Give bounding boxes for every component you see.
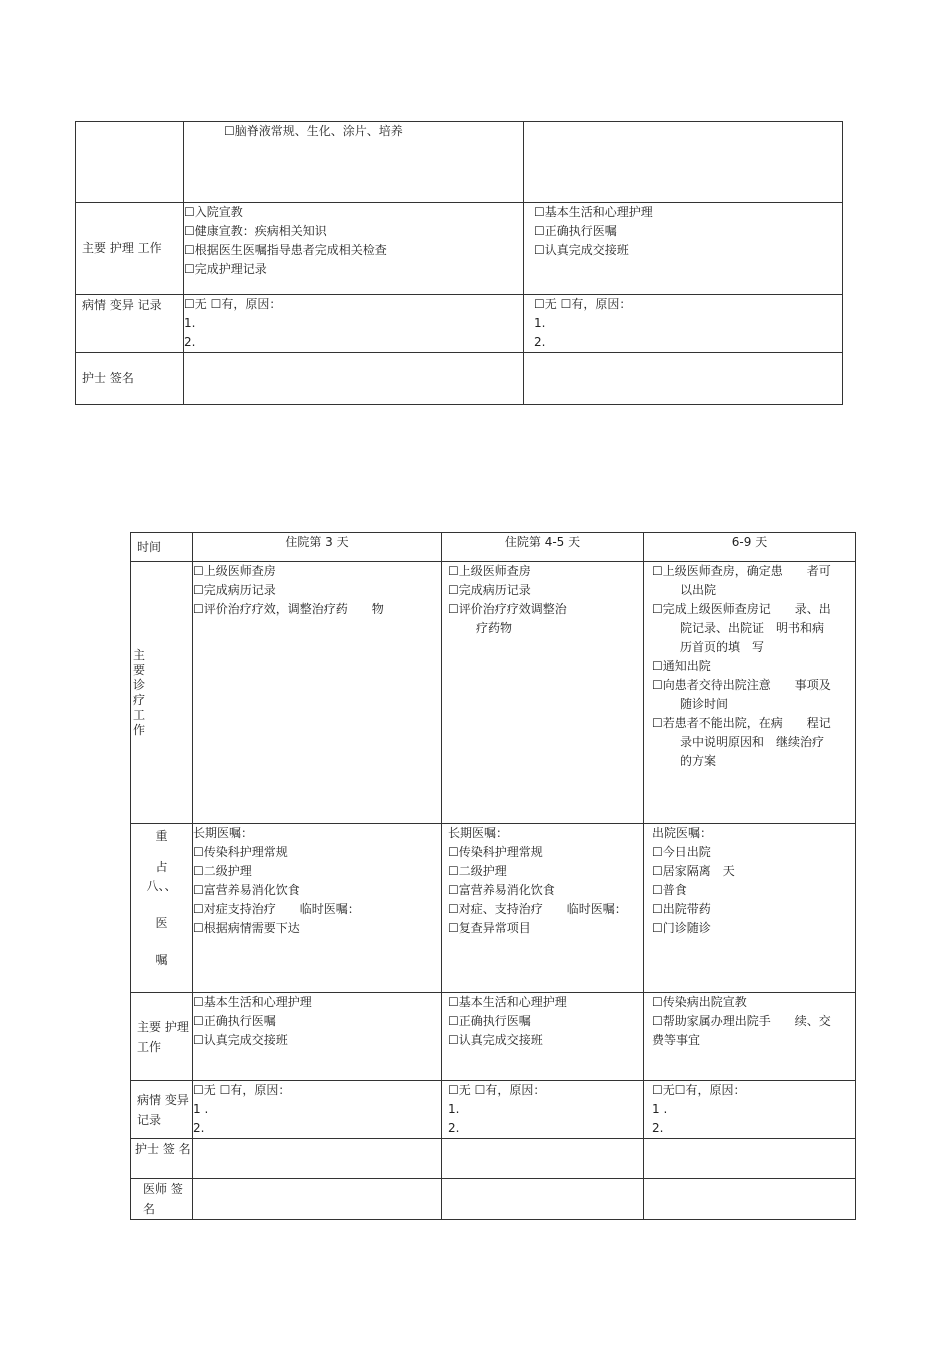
variation-item-1: 1. — [534, 316, 546, 330]
check-item[interactable]: ☐完成病历记录 — [448, 583, 531, 597]
header-day6-9: 6-9 天 — [644, 533, 856, 562]
nurse-sign-field-2[interactable] — [524, 353, 843, 405]
tests-cell-empty — [524, 122, 843, 203]
check-item[interactable]: ☐认真完成交接班 — [193, 1033, 288, 1047]
check-item[interactable]: ☐二级护理 — [448, 864, 507, 878]
nurse-sign-field-2[interactable] — [442, 1139, 644, 1179]
check-item[interactable]: ☐上级医师查房 — [448, 564, 531, 578]
label-char: 重 — [155, 829, 168, 843]
nurse-sign-row — [131, 1139, 856, 1179]
variation-label: 病情 变异 记录 — [76, 295, 184, 353]
diagnosis-cell-2 — [442, 562, 644, 824]
orders-label — [131, 824, 193, 993]
variation-check[interactable]: ☐无 ☐有，原因： — [448, 1083, 546, 1097]
variation-check[interactable]: ☐无☐有，原因： — [652, 1083, 746, 1097]
nurse-sign-field-1[interactable] — [193, 1139, 442, 1179]
check-item[interactable]: ☐今日出院 — [652, 845, 711, 859]
variation-item-1: 1 . — [193, 1102, 209, 1116]
header-time: 时间 — [131, 533, 193, 562]
label-char: 八、、 — [146, 879, 177, 893]
nursing-label: 主要 护理 工作 — [131, 993, 193, 1081]
check-item[interactable]: ☐对症、支持治疗 临时医嘱： — [448, 902, 627, 916]
check-item-continued: 院记录、出院证 明书和病 — [680, 621, 825, 635]
doctor-sign-field-3[interactable] — [644, 1179, 856, 1220]
check-item[interactable]: ☐认真完成交接班 — [448, 1033, 543, 1047]
check-item[interactable]: ☐通知出院 — [652, 659, 711, 673]
check-item-continued: 随诊时间 — [680, 697, 729, 711]
variation-check[interactable]: ☐无 ☐有，原因： — [193, 1083, 291, 1097]
check-item[interactable]: ☐传染科护理常规 — [193, 845, 288, 859]
check-item[interactable]: ☐健康宣教：疾病相关知识 — [184, 224, 327, 238]
label-char: 作 — [133, 722, 146, 737]
check-item[interactable]: ☐向患者交待出院注意 事项及 — [652, 678, 831, 692]
check-item[interactable]: ☐评价治疗疗效调整治 — [448, 602, 567, 616]
check-item-continued: 疗药物 — [476, 621, 513, 635]
check-item[interactable]: ☐脑脊液常规、生化、涂片、培养 — [224, 124, 403, 138]
check-item[interactable]: ☐富营养易消化饮食 — [448, 883, 555, 897]
variation-item-1: 1 . — [652, 1102, 668, 1116]
variation-check[interactable]: ☐无 ☐有，原因： — [184, 297, 282, 311]
nursing-row — [76, 203, 843, 295]
nurse-sign-field-3[interactable] — [644, 1139, 856, 1179]
orders-row — [131, 824, 856, 993]
diagnosis-cell-3 — [644, 562, 856, 824]
check-item[interactable]: ☐根据医生医嘱指导患者完成相关检查 — [184, 243, 387, 257]
variation-cell-1 — [193, 1081, 442, 1139]
orders-cell-2 — [442, 824, 644, 993]
check-item[interactable]: ☐认真完成交接班 — [534, 243, 629, 257]
check-item[interactable]: ☐正确执行医嘱 — [534, 224, 617, 238]
check-item[interactable]: ☐复查异常项目 — [448, 921, 531, 935]
variation-cell-2 — [442, 1081, 644, 1139]
variation-item-2: 2. — [184, 335, 196, 349]
check-item-continued: 的方案 — [680, 754, 717, 768]
check-item[interactable]: ☐若患者不能出院，在病 程记 — [652, 716, 831, 730]
check-item[interactable]: ☐帮助家属办理出院手 续、交 — [652, 1014, 831, 1028]
tests-label-cell — [76, 122, 184, 203]
nursing-cell-3 — [644, 993, 856, 1081]
variation-cell-2 — [524, 295, 843, 353]
check-item-continued: 以出院 — [680, 583, 717, 597]
label-char: 主 — [133, 647, 146, 662]
check-item-continued: 历首页的填 写 — [680, 640, 765, 654]
tests-cell — [184, 122, 524, 203]
check-item[interactable]: ☐正确执行医嘱 — [193, 1014, 276, 1028]
label-char: 医 — [155, 916, 168, 930]
nurse-sign-row — [76, 353, 843, 405]
orders-heading: 出院医嘱： — [652, 826, 713, 840]
check-item[interactable]: ☐居家隔离 天 — [652, 864, 735, 878]
variation-item-1: 1. — [184, 316, 196, 330]
variation-label: 病情 变异 记录 — [131, 1081, 193, 1139]
check-item[interactable]: ☐出院带药 — [652, 902, 711, 916]
orders-heading: 长期医嘱： — [193, 826, 254, 840]
nursing-cell-1 — [193, 993, 442, 1081]
variation-row — [76, 295, 843, 353]
variation-item-2: 2. — [652, 1121, 664, 1135]
label-char: 占 — [155, 860, 168, 874]
orders-cell-3 — [644, 824, 856, 993]
variation-row — [131, 1081, 856, 1139]
nursing-cell-2 — [442, 993, 644, 1081]
check-item[interactable]: ☐富营养易消化饮食 — [193, 883, 300, 897]
doctor-sign-row — [131, 1179, 856, 1220]
label-char: 嘱 — [155, 953, 168, 967]
diagnosis-row — [131, 562, 856, 824]
check-item[interactable]: ☐普食 — [652, 883, 687, 897]
tests-row — [76, 122, 843, 203]
check-item[interactable]: ☐基本生活和心理护理 — [193, 995, 312, 1009]
header-row — [131, 533, 856, 562]
check-item[interactable]: ☐根据病情需要下达 — [193, 921, 300, 935]
nurse-sign-field-1[interactable] — [184, 353, 524, 405]
variation-cell-1 — [184, 295, 524, 353]
header-day4-5: 住院第 4-5 天 — [442, 533, 644, 562]
check-item[interactable]: ☐评价治疗疗效，调整治疗药 物 — [193, 602, 384, 616]
check-item-continued: 费等事宜 — [652, 1033, 701, 1047]
nurse-sign-label: 护士 签名 — [76, 353, 184, 405]
check-item[interactable]: ☐基本生活和心理护理 — [448, 995, 567, 1009]
header-day3: 住院第 3 天 — [193, 533, 442, 562]
label-char: 要 — [133, 662, 146, 677]
check-item[interactable]: ☐传染科护理常规 — [448, 845, 543, 859]
label-char: 工 — [133, 707, 146, 722]
diagnosis-cell-1 — [193, 562, 442, 824]
nursing-cell-2 — [524, 203, 843, 295]
check-item[interactable]: ☐传染病出院宣教 — [652, 995, 747, 1009]
label-char: 疗 — [133, 692, 146, 707]
check-item[interactable]: ☐上级医师查房，确定患 者可 — [652, 564, 831, 578]
check-item[interactable]: ☐上级医师查房 — [193, 564, 276, 578]
check-item[interactable]: ☐对症支持治疗 临时医嘱： — [193, 902, 360, 916]
nursing-label: 主要 护理 工作 — [76, 203, 184, 295]
check-item[interactable]: ☐完成上级医师查房记 录、出 — [652, 602, 831, 616]
nursing-cell-1 — [184, 203, 524, 295]
check-item[interactable]: ☐入院宣教 — [184, 205, 243, 219]
check-item-continued: 录中说明原因和 继续治疗 — [680, 735, 825, 749]
doctor-sign-label: 医师 签名 — [131, 1179, 193, 1220]
diagnosis-label — [131, 562, 193, 824]
label-char: 诊 — [133, 677, 146, 692]
pathway-table-top — [75, 121, 843, 405]
nurse-sign-label: 护士 签 名 — [131, 1139, 193, 1179]
check-item[interactable]: ☐完成病历记录 — [193, 583, 276, 597]
variation-item-2: 2. — [448, 1121, 460, 1135]
pathway-table-bottom — [130, 532, 856, 1220]
check-item[interactable]: ☐正确执行医嘱 — [448, 1014, 531, 1028]
doctor-sign-field-2[interactable] — [442, 1179, 644, 1220]
check-item[interactable]: ☐基本生活和心理护理 — [534, 205, 653, 219]
nursing-row — [131, 993, 856, 1081]
check-item[interactable]: ☐完成护理记录 — [184, 262, 267, 276]
variation-item-2: 2. — [534, 335, 546, 349]
variation-check[interactable]: ☐无 ☐有，原因： — [534, 297, 632, 311]
variation-cell-3 — [644, 1081, 856, 1139]
doctor-sign-field-1[interactable] — [193, 1179, 442, 1220]
variation-item-2: 2. — [193, 1121, 205, 1135]
orders-heading: 长期医嘱： — [448, 826, 509, 840]
check-item[interactable]: ☐门诊随诊 — [652, 921, 711, 935]
orders-cell-1 — [193, 824, 442, 993]
check-item[interactable]: ☐二级护理 — [193, 864, 252, 878]
variation-item-1: 1. — [448, 1102, 460, 1116]
